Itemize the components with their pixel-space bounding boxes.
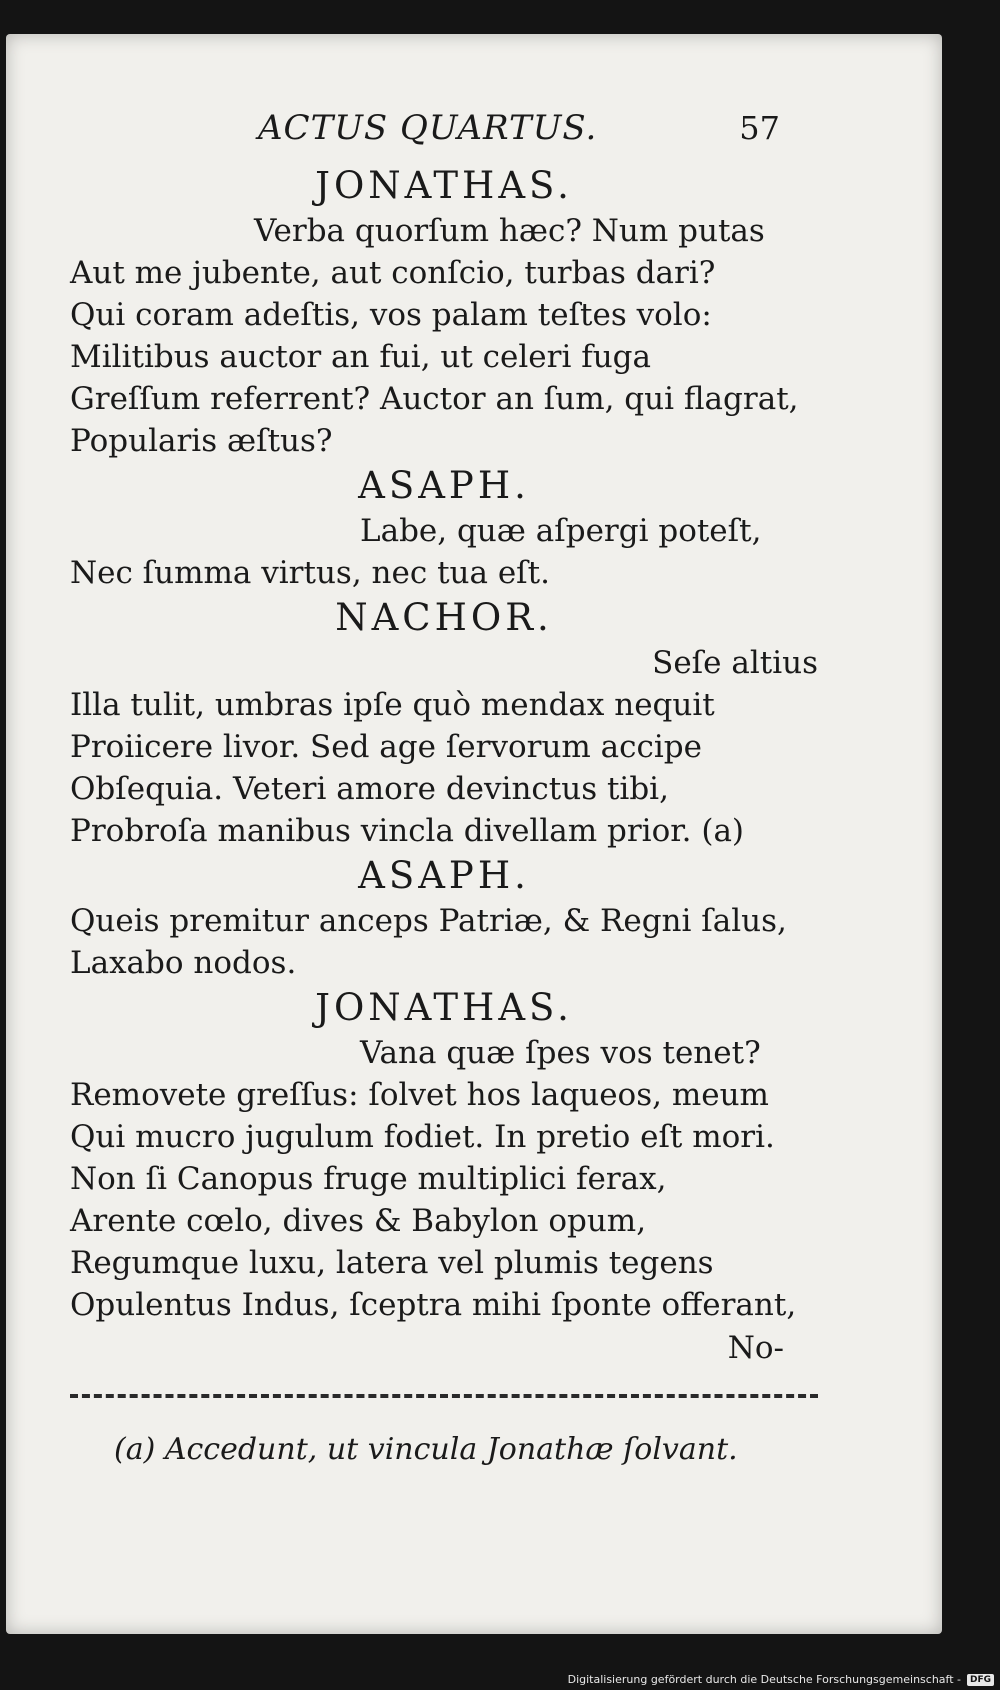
verse-line: Qui mucro jugulum fodiet. In pretio eſt mori. [70, 1119, 775, 1155]
verse-line: Opulentus Indus, ſceptra mihi ſponte offerant, [70, 1287, 797, 1323]
speaker-name: ASAPH. [358, 854, 530, 897]
verse-line: Militibus auctor an fui, ut celeri fuga [70, 339, 651, 375]
verse-line: Aut me jubente, aut conſcio, turbas dari? [70, 255, 716, 291]
book-page [6, 34, 942, 1634]
verse-line: Regumque luxu, latera vel plumis tegens [70, 1245, 714, 1281]
footnote-rule [70, 1394, 818, 1398]
verse-line: Greſſum referrent? Auctor an ſum, qui flagrat, [70, 381, 799, 417]
speaker-name: NACHOR. [335, 596, 553, 639]
dialogue-block [70, 162, 818, 462]
dialogue-block [70, 594, 818, 852]
verse-line: Obſequia. Veteri amore devinctus tibi, [70, 771, 669, 807]
catchword: No- [727, 1330, 784, 1366]
verse-line: Popularis æſtus? [70, 423, 333, 459]
page-header [70, 108, 818, 162]
footnote: (a) Accedunt, ut vincula Jonathæ ſolvant. [114, 1432, 738, 1467]
verse-line: Vana quæ ſpes vos tenet? [360, 1035, 761, 1071]
verse-line: Non ſi Canopus fruge multiplici ferax, [70, 1161, 667, 1197]
verse-line: Removete greſſus: ſolvet hos laqueos, meum [70, 1077, 769, 1113]
dialogue-block [70, 984, 818, 1326]
running-title: ACTUS QUARTUS. [258, 108, 598, 148]
speaker-name: ASAPH. [358, 464, 530, 507]
verse-line: Seſe altius [652, 645, 818, 681]
page-number: 57 [739, 109, 780, 147]
verse-line: Illa tulit, umbras ipſe quò mendax nequit [70, 687, 715, 723]
verse-line: Nec ſumma virtus, nec tua eſt. [70, 555, 550, 591]
dialogue-block [70, 462, 818, 594]
credit-text: Digitalisierung gefördert durch die Deutsche Forschungsgemeinschaft - [567, 1673, 961, 1686]
verse-line: Verba quorſum hæc? Num putas [254, 213, 765, 249]
speaker-name: JONATHAS. [315, 164, 573, 207]
verse-line: Laxabo nodos. [70, 945, 297, 981]
verse-line: Qui coram adeſtis, vos palam teſtes volo: [70, 297, 712, 333]
verse-line: Queis premitur anceps Patriæ, & Regni ſalus, [70, 903, 787, 939]
verse-line: Proiicere livor. Sed age ſervorum accipe [70, 729, 702, 765]
verse-line: Probroſa manibus vincla divellam prior. (a) [70, 813, 745, 849]
verse-line: Labe, quæ aſpergi poteſt, [360, 513, 762, 549]
digitization-credit [568, 1673, 994, 1686]
dialogue-block [70, 852, 818, 984]
page-text [70, 108, 818, 1467]
dfg-logo-icon: DFG [967, 1674, 994, 1686]
verse-line: Arente cœlo, dives & Babylon opum, [70, 1203, 647, 1239]
speaker-name: JONATHAS. [315, 986, 573, 1029]
